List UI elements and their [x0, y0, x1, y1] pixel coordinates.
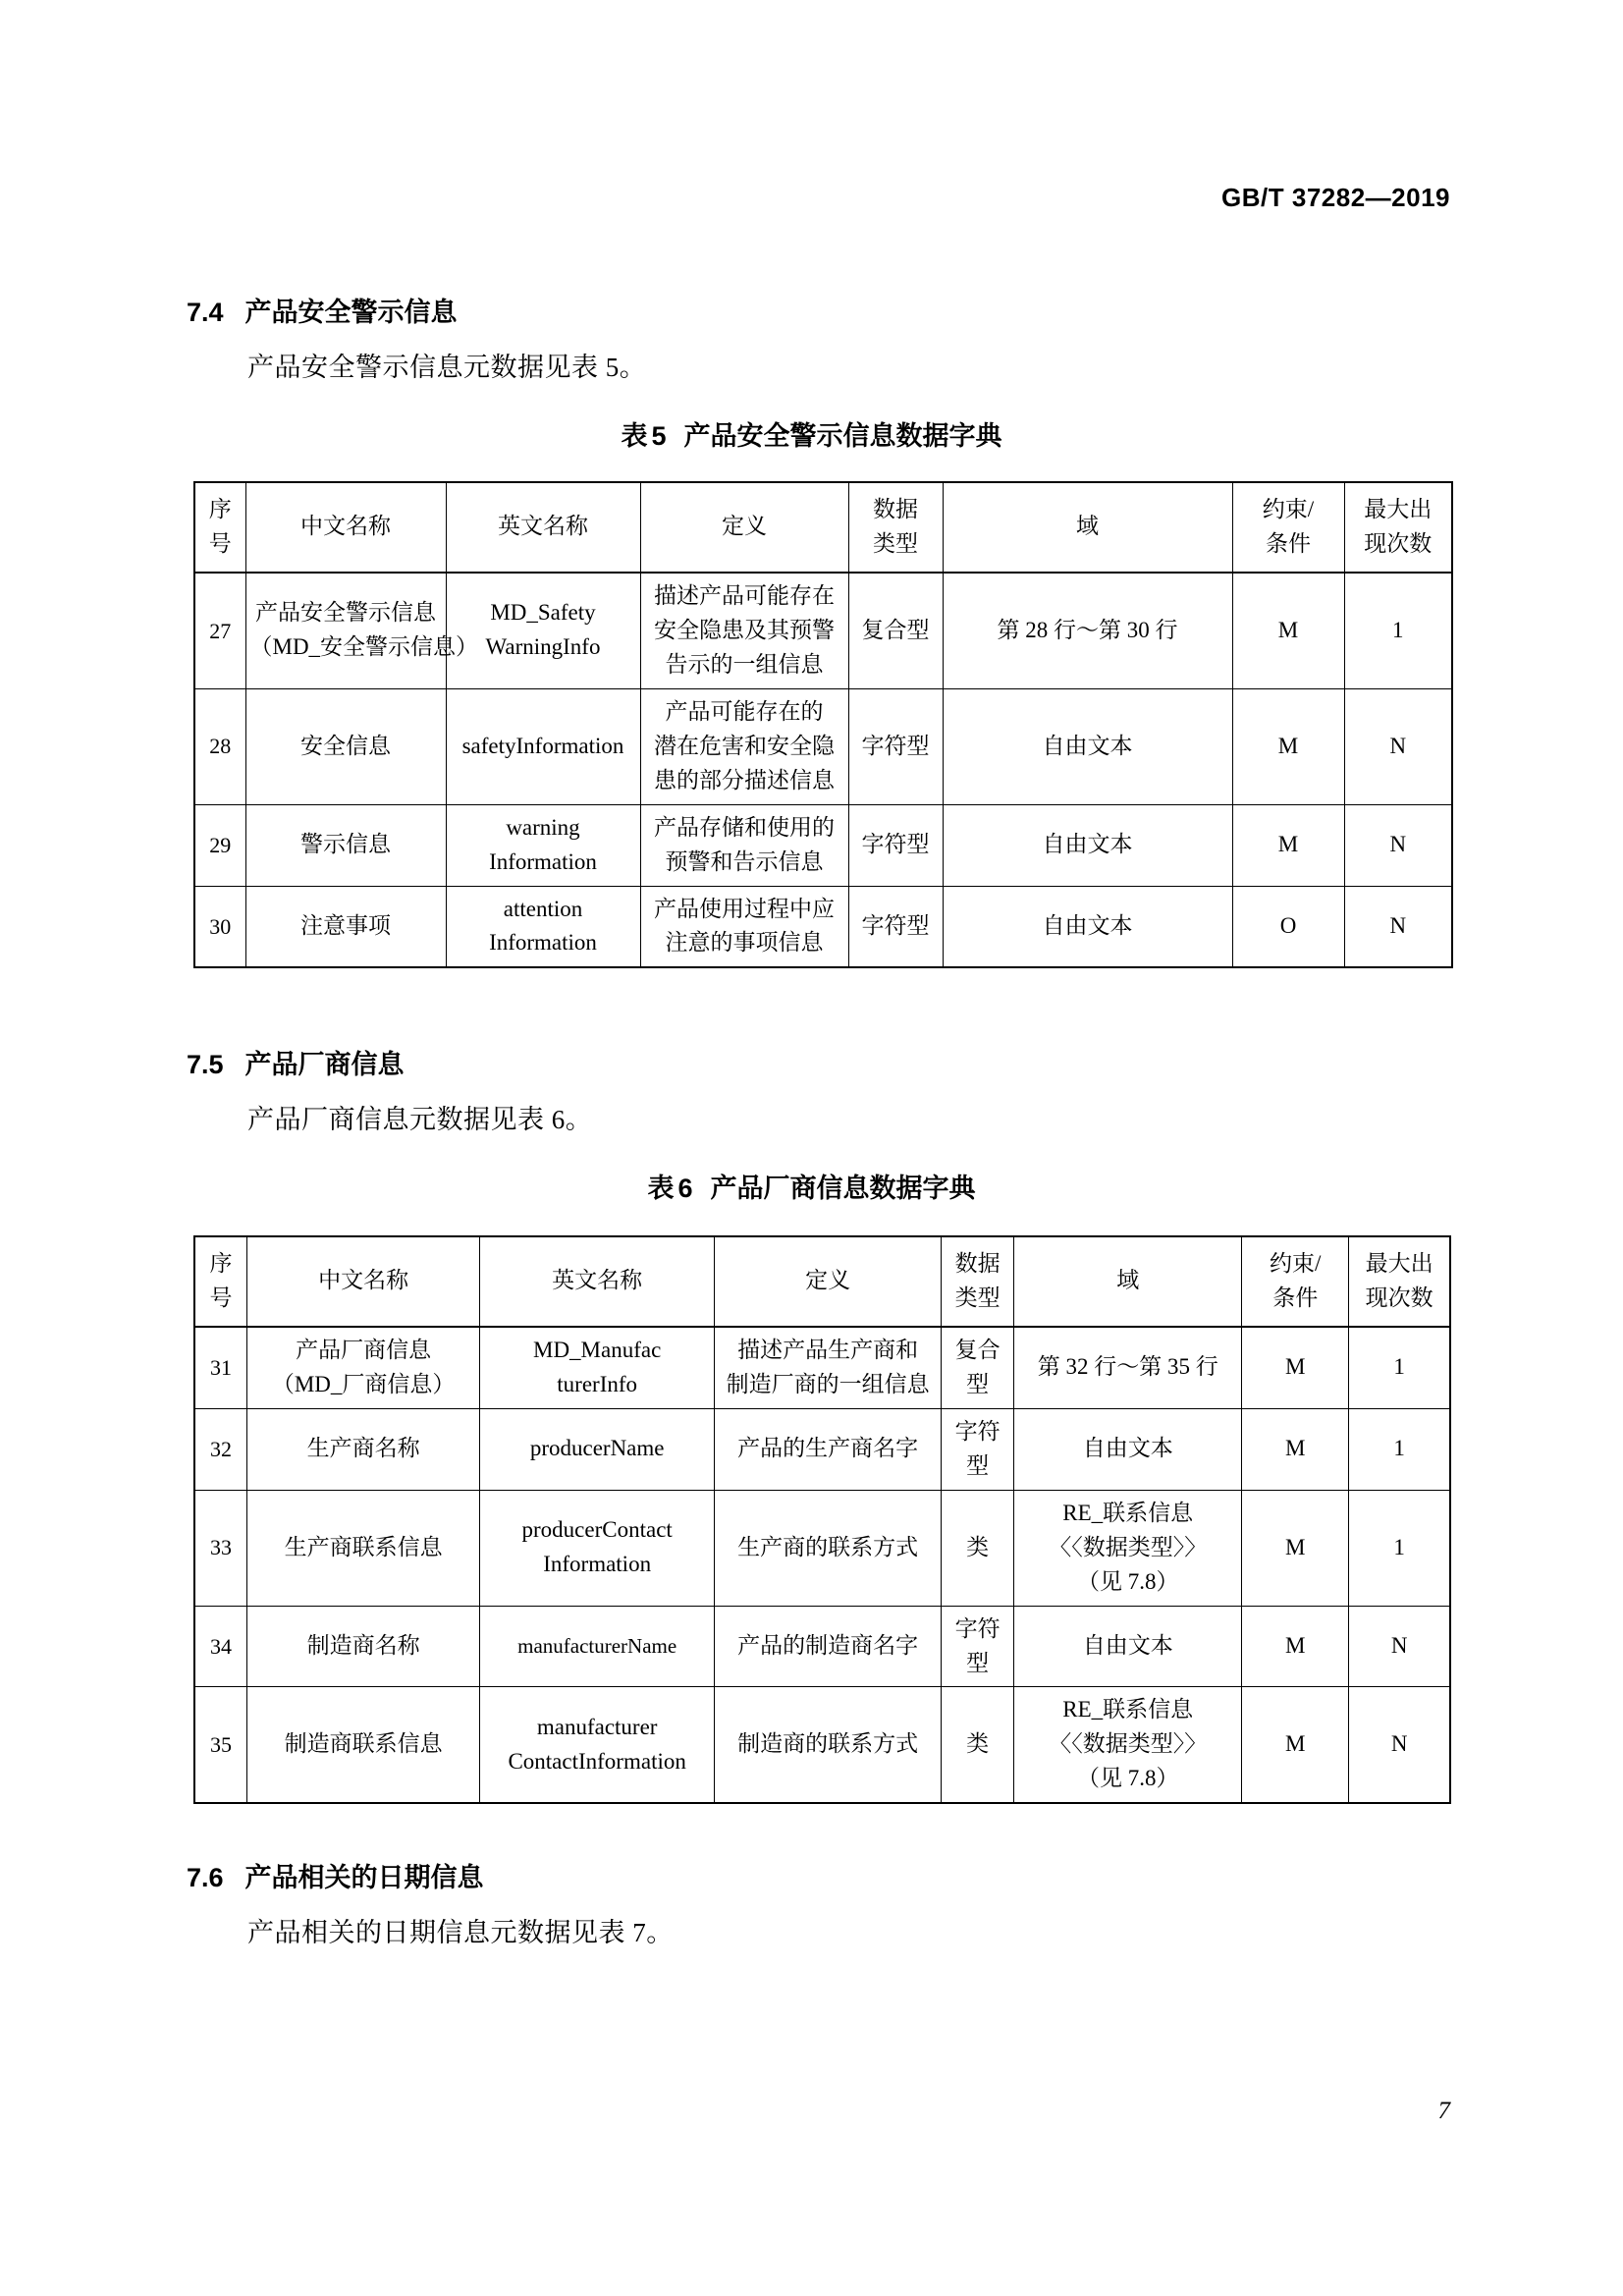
col-header-domain: 域 [943, 482, 1232, 573]
cell-data-type: 字符型 [848, 688, 943, 804]
table-caption-number: 6 [677, 1174, 693, 1203]
col-header-max-occurrence: 最大出 现次数 [1344, 482, 1452, 573]
table-row [194, 1408, 1450, 1490]
col-header-data-type: 数据 类型 [942, 1236, 1014, 1327]
cell-domain: 自由文本 [943, 804, 1232, 886]
cell-domain: RE_联系信息 〈〈数据类型〉〉 （见 7.8） [1014, 1687, 1242, 1803]
table-caption-title: 产品厂商信息数据字典 [710, 1174, 976, 1203]
cell-english-name: manufacturer ContactInformation [480, 1687, 715, 1803]
cell-chinese-name: 安全信息 [245, 688, 446, 804]
cell-chinese-name: 生产商名称 [247, 1408, 480, 1490]
cell-domain: 自由文本 [1014, 1606, 1242, 1687]
cell-definition: 描述产品可能存在 安全隐患及其预警 告示的一组信息 [640, 573, 848, 688]
cell-definition: 产品的生产商名字 [715, 1408, 942, 1490]
cell-english-name: MD_Safety WarningInfo [446, 573, 640, 688]
cell-serial: 32 [194, 1408, 247, 1490]
cell-max-occurrence: N [1344, 804, 1452, 886]
cell-definition: 生产商的联系方式 [715, 1490, 942, 1606]
table-row [194, 1490, 1450, 1606]
cell-max-occurrence: N [1349, 1606, 1450, 1687]
cell-max-occurrence: N [1349, 1687, 1450, 1803]
cell-english-name: safetyInformation [446, 688, 640, 804]
cell-constraint: M [1232, 688, 1344, 804]
cell-constraint: O [1232, 886, 1344, 967]
cell-definition: 产品可能存在的 潜在危害和安全隐 患的部分描述信息 [640, 688, 848, 804]
cell-english-name: producerName [480, 1408, 715, 1490]
cell-serial: 34 [194, 1606, 247, 1687]
col-header-constraint: 约束/ 条件 [1242, 1236, 1349, 1327]
table-row [194, 1606, 1450, 1687]
cell-chinese-name: 制造商联系信息 [247, 1687, 480, 1803]
cell-definition: 制造商的联系方式 [715, 1687, 942, 1803]
table-6-product-manufacturer-dictionary [193, 1235, 1451, 1804]
cell-domain: 第 28 行～第 30 行 [943, 573, 1232, 688]
cell-definition: 产品的制造商名字 [715, 1606, 942, 1687]
cell-definition: 描述产品生产商和 制造厂商的一组信息 [715, 1327, 942, 1408]
table-row [194, 804, 1452, 886]
col-header-serial: 序 号 [194, 482, 245, 573]
table-row [194, 573, 1452, 688]
table-row [194, 1687, 1450, 1803]
section-title: 产品相关的日期信息 [244, 1863, 484, 1892]
cell-serial: 35 [194, 1687, 247, 1803]
table-header-row [194, 1236, 1450, 1327]
cell-chinese-name: 生产商联系信息 [247, 1490, 480, 1606]
cell-english-name: attention Information [446, 886, 640, 967]
cell-english-name: producerContact Information [480, 1490, 715, 1606]
table-row [194, 1327, 1450, 1408]
col-header-serial: 序 号 [194, 1236, 247, 1327]
cell-english-name: MD_Manufac turerInfo [480, 1327, 715, 1408]
col-header-chinese-name: 中文名称 [247, 1236, 480, 1327]
cell-constraint: M [1242, 1606, 1349, 1687]
running-head-standard-code: GB/T 37282—2019 [1221, 183, 1450, 212]
cell-serial: 33 [194, 1490, 247, 1606]
cell-english-name: warning Information [446, 804, 640, 886]
cell-data-type: 字符型 [942, 1408, 1014, 1490]
cell-chinese-name: 注意事项 [245, 886, 446, 967]
table-caption-prefix: 表 [647, 1174, 675, 1203]
table-5-product-safety-warning-dictionary [193, 481, 1453, 968]
col-header-english-name: 英文名称 [446, 482, 640, 573]
cell-constraint: M [1232, 573, 1344, 688]
cell-data-type: 复合型 [942, 1327, 1014, 1408]
cell-constraint: M [1242, 1408, 1349, 1490]
table-caption-title: 产品安全警示信息数据字典 [683, 421, 1002, 451]
cell-data-type: 类 [942, 1490, 1014, 1606]
cell-constraint: M [1242, 1490, 1349, 1606]
cell-english-name: manufacturerName [480, 1606, 715, 1687]
cell-max-occurrence: 1 [1349, 1327, 1450, 1408]
section-heading-7-4 [187, 291, 458, 329]
section-number: 7.4 [187, 298, 224, 327]
cell-max-occurrence: 1 [1344, 573, 1452, 688]
cell-chinese-name: 警示信息 [245, 804, 446, 886]
section-title: 产品厂商信息 [244, 1050, 405, 1079]
col-header-constraint: 约束/ 条件 [1232, 482, 1344, 573]
section-number: 7.6 [187, 1863, 224, 1892]
cell-max-occurrence: 1 [1349, 1490, 1450, 1606]
cell-domain: 自由文本 [943, 688, 1232, 804]
col-header-english-name: 英文名称 [480, 1236, 715, 1327]
cell-serial: 29 [194, 804, 245, 886]
cell-data-type: 类 [942, 1687, 1014, 1803]
cell-domain: 自由文本 [1014, 1408, 1242, 1490]
cell-data-type: 复合型 [848, 573, 943, 688]
col-header-max-occurrence: 最大出 现次数 [1349, 1236, 1450, 1327]
cell-constraint: M [1232, 804, 1344, 886]
page-number: 7 [1437, 2098, 1450, 2124]
cell-max-occurrence: 1 [1349, 1408, 1450, 1490]
table-caption-prefix: 表 [621, 421, 648, 451]
cell-data-type: 字符型 [848, 804, 943, 886]
section-title: 产品安全警示信息 [244, 298, 458, 327]
cell-max-occurrence: N [1344, 688, 1452, 804]
cell-serial: 28 [194, 688, 245, 804]
table-row [194, 886, 1452, 967]
cell-serial: 30 [194, 886, 245, 967]
cell-definition: 产品使用过程中应 注意的事项信息 [640, 886, 848, 967]
cell-max-occurrence: N [1344, 886, 1452, 967]
cell-serial: 27 [194, 573, 245, 688]
section-paragraph-7-5: 产品厂商信息元数据见表 6。 [247, 1105, 593, 1134]
cell-domain: 自由文本 [943, 886, 1232, 967]
table-6-caption [0, 1167, 1623, 1205]
cell-domain: RE_联系信息 〈〈数据类型〉〉 （见 7.8） [1014, 1490, 1242, 1606]
section-heading-7-5 [187, 1043, 405, 1081]
cell-chinese-name: 产品安全警示信息 （MD_安全警示信息） [245, 573, 446, 688]
col-header-definition: 定义 [715, 1236, 942, 1327]
table-header-row [194, 482, 1452, 573]
col-header-domain: 域 [1014, 1236, 1242, 1327]
cell-constraint: M [1242, 1687, 1349, 1803]
cell-constraint: M [1242, 1327, 1349, 1408]
section-heading-7-6 [187, 1856, 484, 1894]
col-header-data-type: 数据 类型 [848, 482, 943, 573]
cell-data-type: 字符型 [942, 1606, 1014, 1687]
cell-chinese-name: 产品厂商信息 （MD_厂商信息） [247, 1327, 480, 1408]
section-number: 7.5 [187, 1050, 224, 1079]
cell-definition: 产品存储和使用的 预警和告示信息 [640, 804, 848, 886]
cell-domain: 第 32 行～第 35 行 [1014, 1327, 1242, 1408]
table-row [194, 688, 1452, 804]
cell-data-type: 字符型 [848, 886, 943, 967]
table-5-caption [0, 414, 1623, 453]
col-header-definition: 定义 [640, 482, 848, 573]
section-paragraph-7-4: 产品安全警示信息元数据见表 5。 [247, 353, 647, 382]
section-paragraph-7-6: 产品相关的日期信息元数据见表 7。 [247, 1918, 674, 1947]
col-header-chinese-name: 中文名称 [245, 482, 446, 573]
table-caption-number: 5 [651, 421, 667, 451]
cell-chinese-name: 制造商名称 [247, 1606, 480, 1687]
cell-serial: 31 [194, 1327, 247, 1408]
